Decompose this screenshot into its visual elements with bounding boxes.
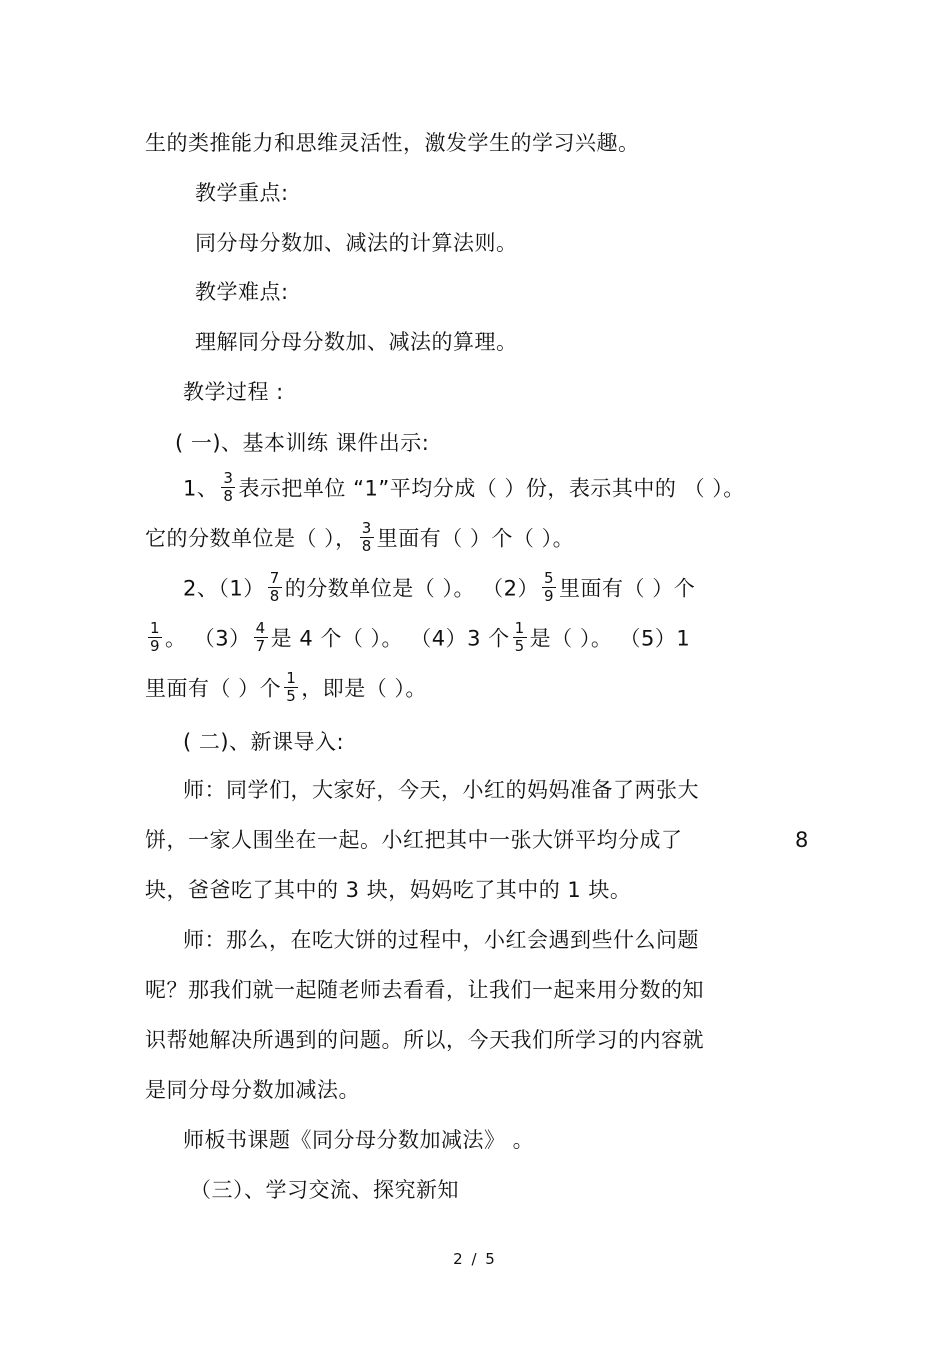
paragraph-line: 师：同学们，大家好，今天，小红的妈妈准备了两张大 [183, 778, 699, 802]
question-1-text: 表示把单位 “1”平均分成（ ）份，表示其中的 （ ）。 [238, 476, 745, 501]
question-text: 。 （3） [165, 626, 251, 651]
fraction [360, 520, 374, 555]
paragraph-line: 呢？那我们就一起随老师去看看，让我们一起来用分数的知 [145, 978, 704, 1002]
section-heading-explore: （三）、学习交流、探究新知 [190, 1178, 459, 1202]
fraction-denominator: 5 [514, 637, 525, 655]
paragraph-line: 师板书课题《同分母分数加减法》 。 [183, 1128, 535, 1152]
question-text: 是 4 个（ ）。 （4）3 个 [270, 626, 510, 651]
question-1-line [183, 469, 745, 507]
section-heading-new-lesson: ( 二)、新课导入: [183, 730, 345, 754]
fraction-numerator: 1 [514, 619, 525, 637]
question-text: 里面有（ ）个 [145, 676, 282, 701]
fraction-denominator: 8 [269, 587, 280, 605]
fraction-denominator: 7 [255, 637, 266, 655]
fraction [542, 570, 556, 605]
fraction [221, 470, 235, 505]
question-1-continuation [145, 519, 575, 557]
question-1-prefix: 1、 [183, 476, 219, 501]
fraction-numerator: 7 [269, 569, 280, 587]
question-2-continuation [145, 669, 427, 707]
fraction-numerator: 5 [544, 569, 555, 587]
paragraph-line: 饼，一家人围坐在一起。小红把其中一张大饼平均分成了 [145, 828, 683, 852]
question-text: 是（ ）。 （5）1 [529, 626, 691, 651]
fraction [268, 570, 282, 605]
fraction [254, 620, 268, 655]
fraction-denominator: 5 [286, 687, 297, 705]
paragraph-line: 理解同分母分数加、减法的算理。 [195, 330, 518, 354]
paragraph-line: 师：那么，在吃大饼的过程中，小红会遇到些什么问题 [183, 928, 699, 952]
section-heading-difficulties: 教学难点: [195, 280, 289, 304]
paragraph-number: 8 [795, 828, 809, 852]
section-heading-key-points: 教学重点: [195, 181, 289, 205]
question-text: ，即是（ ）。 [301, 676, 427, 701]
fraction-denominator: 9 [544, 587, 555, 605]
paragraph-line: 识帮她解决所遇到的问题。所以，今天我们所学习的内容就 [145, 1028, 704, 1052]
paragraph-line: 是同分母分数加减法。 [145, 1078, 360, 1102]
question-text: 的分数单位是（ ）。 （2） [284, 576, 539, 601]
fraction-numerator: 3 [223, 469, 234, 487]
paragraph-line: 生的类推能力和思维灵活性，激发学生的学习兴趣。 [145, 131, 640, 155]
fraction-numerator: 4 [255, 619, 266, 637]
paragraph-line: 同分母分数加、减法的计算法则。 [195, 231, 518, 255]
fraction-numerator: 1 [286, 669, 297, 687]
question-2-line [183, 569, 696, 607]
question-text: 里面有（ ）个（ ）。 [376, 526, 575, 551]
section-heading-process: 教学过程 : [183, 380, 284, 404]
fraction-denominator: 8 [223, 487, 234, 505]
question-text: 里面有（ ）个 [559, 576, 696, 601]
fraction-denominator: 8 [361, 537, 372, 555]
fraction-numerator: 3 [361, 519, 372, 537]
question-2-continuation [145, 619, 691, 657]
question-text: 它的分数单位是（ ）， [145, 526, 357, 551]
fraction-numerator: 1 [150, 619, 161, 637]
section-heading-basic-training: ( 一)、基本训练 课件出示: [175, 431, 430, 455]
question-2-prefix: 2、（1） [183, 576, 265, 601]
fraction [284, 670, 298, 705]
page-indicator: 2 / 5 [453, 1250, 497, 1268]
fraction [148, 620, 162, 655]
fraction [513, 620, 527, 655]
paragraph-line: 块，爸爸吃了其中的 3 块，妈妈吃了其中的 1 块。 [145, 878, 632, 902]
fraction-denominator: 9 [150, 637, 161, 655]
